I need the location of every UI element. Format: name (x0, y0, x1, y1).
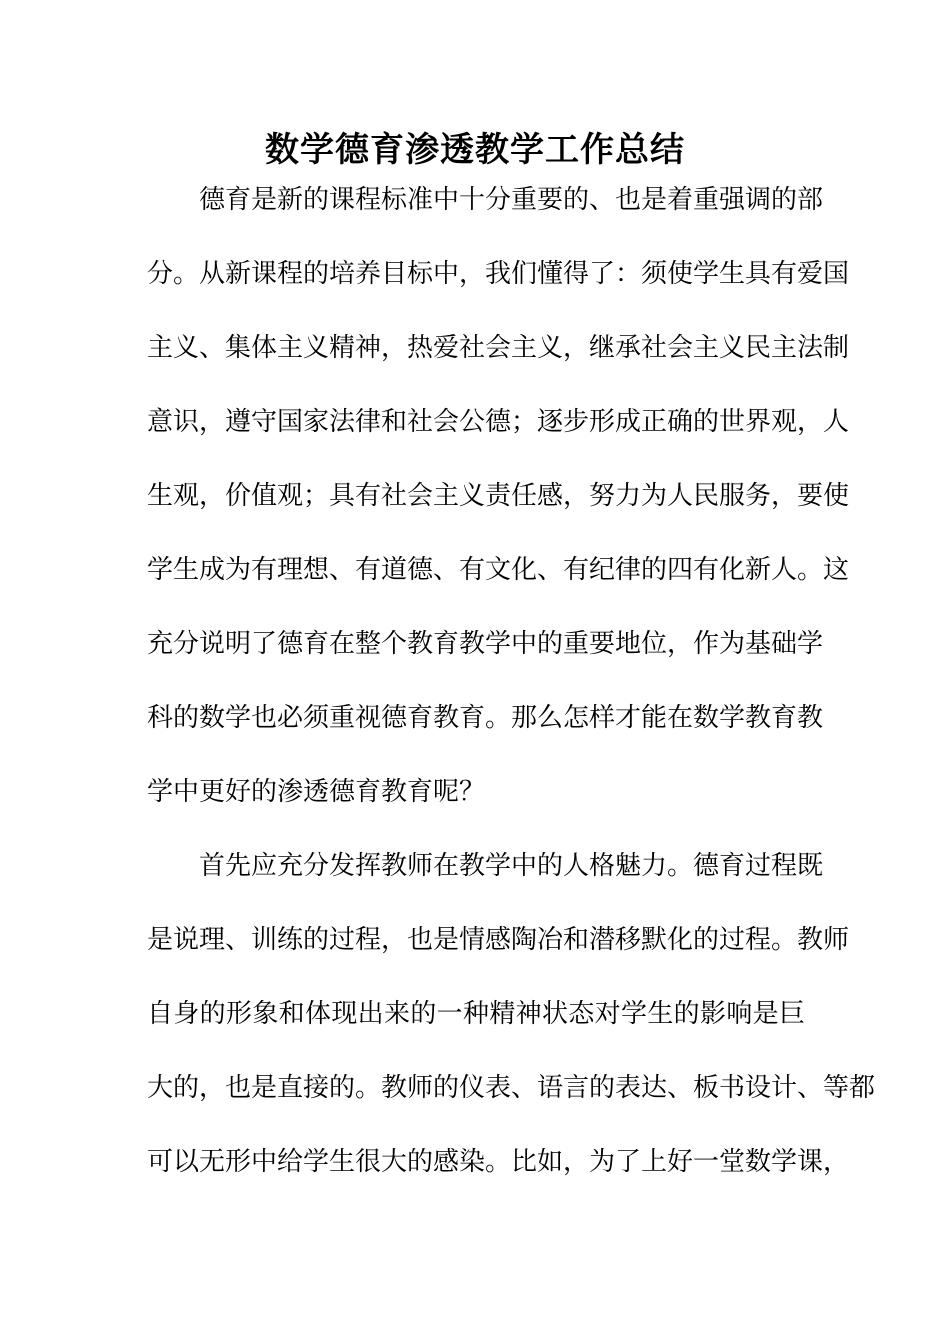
paragraph-2-line-2: 是说理、训练的过程，也是情感陶冶和潜移默化的过程。教师 (147, 925, 850, 955)
paragraph-1-line-2: 分。从新课程的培养目标中，我们懂得了：须使学生具有爱国 (147, 259, 850, 289)
paragraph-2-line-5: 可以无形中给学生很大的感染。比如，为了上好一堂数学课， (147, 1147, 850, 1177)
paragraph-2-line-3: 自身的形象和体现出来的一种精神状态对学生的影响是巨 (147, 999, 805, 1029)
paragraph-1-line-6: 学生成为有理想、有道德、有文化、有纪律的四有化新人。这 (147, 555, 850, 585)
document-title: 数学德育渗透教学工作总结 (265, 130, 685, 170)
paragraph-1-line-3: 主义、集体主义精神，热爱社会主义，继承社会主义民主法制 (147, 333, 850, 363)
paragraph-1-line-1: 德育是新的课程标准中十分重要的、也是着重强调的部 (199, 185, 824, 215)
paragraph-1-line-5: 生观，价值观；具有社会主义责任感，努力为人民服务，要使 (147, 481, 850, 511)
paragraph-1-line-7: 充分说明了德育在整个教育教学中的重要地位，作为基础学 (147, 629, 824, 659)
paragraph-2-line-4: 大的，也是直接的。教师的仪表、语言的表达、板书设计、等都 (147, 1073, 876, 1103)
paragraph-1-line-9: 学中更好的渗透德育教育呢？ (147, 777, 486, 807)
paragraph-1-line-8: 科的数学也必须重视德育教育。那么怎样才能在数学教育教 (147, 703, 824, 733)
paragraph-2-line-1: 首先应充分发挥教师在教学中的人格魅力。德育过程既 (199, 851, 824, 881)
paragraph-1-line-4: 意识，遵守国家法律和社会公德；逐步形成正确的世界观，人 (147, 407, 850, 437)
